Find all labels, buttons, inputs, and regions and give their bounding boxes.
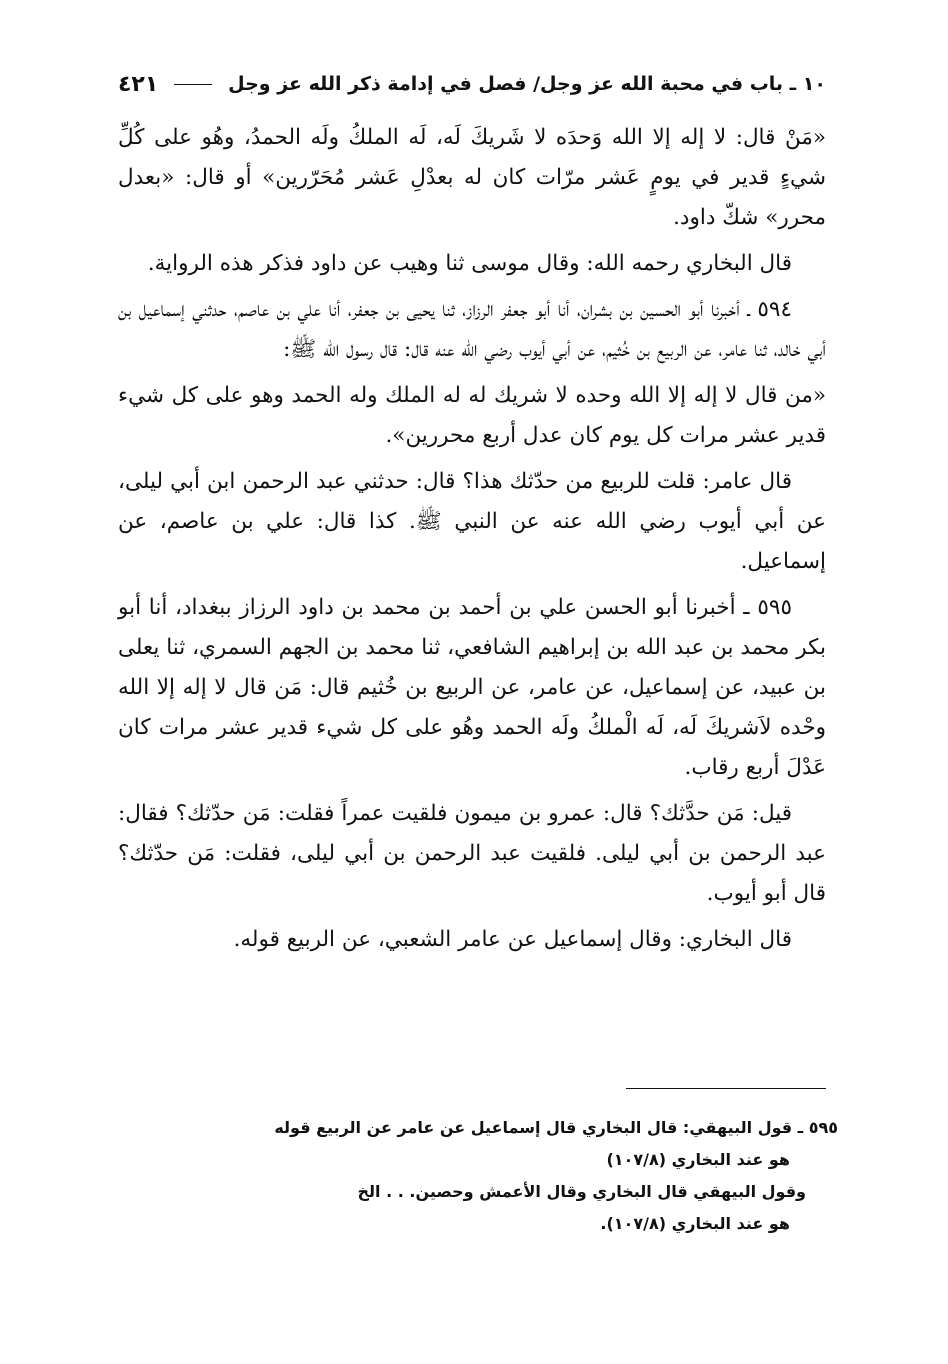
footnote-line-2: هو عند البخاري (١٠٧/٨)	[606, 1150, 790, 1169]
paragraph-hadith-continuation: «مَنْ قال: لا إله إلا الله وَحدَه لا شَريكَ لَه، لَه الملكُ ولَه الحمدُ، وهُو على كُلِّ شيءٍ قدير في يومٍ عَشر مرّات كان له بعدْلِ عَشر مُحَرّرين» أو قال: «بعدل محرر» شكّ داود.	[118, 125, 826, 230]
paragraph-594-matn: «من قال لا إله إلا الله وحده لا شريك له له الملك وله الحمد وهو على كل شيء قدير عشر مرات كل يوم كان عدل أربع محررين».	[118, 383, 826, 448]
footnotes	[118, 1112, 838, 1240]
running-header	[118, 64, 826, 104]
paragraph-qila: قيل: مَن حدَّثك؟ قال: عمرو بن ميمون فلقيت عمراً فقلت: مَن حدّثك؟ فقال: عبد الرحمن بن أبي ليلى. فلقيت عبد الرحمن بن أبي ليلى، فقلت: مَن حدّثك؟ قال أبو أيوب.	[118, 801, 826, 906]
main-text	[118, 118, 826, 960]
footnote-line-1: ٥٩٥ ـ قول البيهقي: قال البخاري قال إسماعيل عن عامر عن الربيع قوله	[274, 1118, 838, 1137]
paragraph-bukhari-final: قال البخاري: وقال إسماعيل عن عامر الشعبي، عن الربيع قوله.	[233, 927, 792, 952]
paragraph-594-isnad: ٥٩٤ ـ أخبرنا أبو الحسين بن بشران، أنا أبو جعفر الرزاز، ثنا يحيى بن جعفر، أنا علي بن عاصم، حدثني إسماعيل بن أبي خالد، ثنا عامر، عن الربيع بن خُثيم، عن أبي أيوب رضي الله عنه قال: قال رسول الله ﷺ:	[118, 297, 826, 362]
footnote-line-3: وقول البيهقي قال البخاري وقال الأعمش وحصين. . . الخ	[357, 1182, 806, 1201]
header-rule	[174, 84, 212, 85]
page-number: ٤٢١	[118, 71, 159, 97]
paragraph-bukhari-note: قال البخاري رحمه الله: وقال موسى ثنا وهيب عن داود فذكر هذه الرواية.	[147, 251, 792, 276]
paragraph-595-isnad: ٥٩٥ ـ أخبرنا أبو الحسن علي بن أحمد بن محمد بن داود الرزاز ببغداد، أنا أبو بكر محمد بن عبد الله بن إبراهيم الشافعي، ثنا محمد بن الجهم السمري، ثنا يعلى بن عبيد، عن إسماعيل، عن عامر، عن الربيع بن خُثيم قال: مَن قال لا إله إلا الله وحْده لاَشريكَ لَه، لَه الْملكُ ولَه الحمد وهُو على كل شيء قدير عشر مرات كان عَدْلَ أربع رقاب.	[118, 595, 826, 780]
paragraph-amir-note: قال عامر: قلت للربيع من حدّثك هذا؟ قال: حدثني عبد الرحمن ابن أبي ليلى، عن أبي أيوب رضي الله عنه عن النبي ﷺ. كذا قال: علي بن عاصم، عن إسماعيل.	[118, 469, 826, 574]
footnote-separator	[626, 1088, 826, 1089]
footnote-line-4: هو عند البخاري (١٠٧/٨).	[600, 1214, 790, 1233]
chapter-title: ١٠ ـ باب في محبة الله عز وجل/ فصل في إدامة ذكر الله عز وجل	[228, 73, 826, 95]
